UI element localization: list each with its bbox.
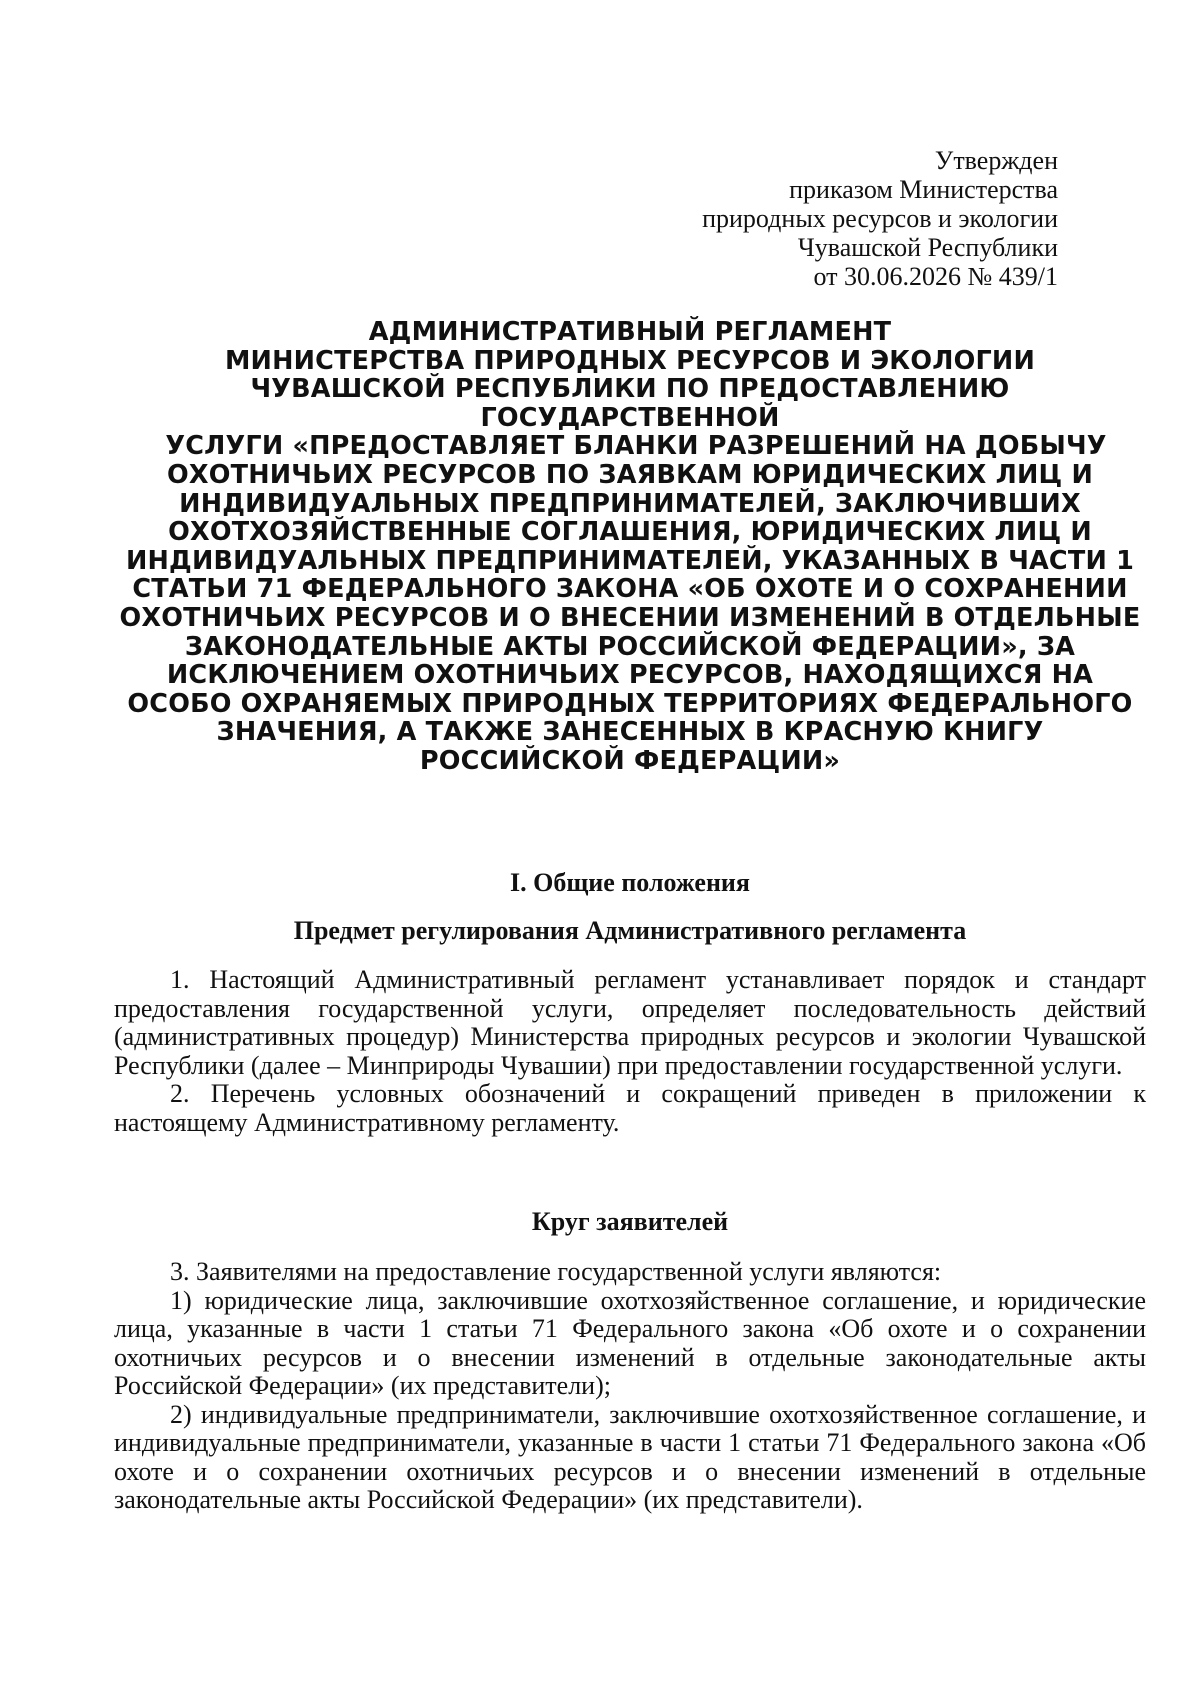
title-line: РОССИЙСКОЙ ФЕДЕРАЦИИ» [419, 745, 841, 776]
approval-line: природных ресурсов и экологии [702, 204, 1058, 233]
paragraph: 2) индивидуальные предприниматели, заключившие охотхозяйственное соглашение, и индивидуальные предприниматели, указанные в части 1 статьи 71 Федерального закона «Об охоте и о сохранении охотничьих ресурсов и о внесении изменений в отдельные законодательные акты Российской Федерации» (их представители). [114, 1399, 1146, 1514]
document-title [112, 318, 1148, 776]
title-line: ОХОТХОЗЯЙСТВЕННЫЕ СОГЛАШЕНИЯ, ЮРИДИЧЕСКИХ ЛИЦ И [168, 517, 1092, 548]
paragraph: 1) юридические лица, заключившие охотхозяйственное соглашение, и юридические лица, указанные в части 1 статьи 71 Федерального закона «Об охоте и о сохранении охотничьих ресурсов и о внесении изменений в отдельные законодательные акты Российской Федерации» (их представители); [114, 1285, 1146, 1400]
title-line: ГОСУДАРСТВЕННОЙ [480, 402, 780, 433]
approval-line: Утвержден [934, 146, 1058, 175]
paragraph: 2. Перечень условных обозначений и сокращений приведен в приложении к настоящему Административному регламенту. [114, 1079, 1146, 1137]
title-line: ОХОТНИЧЬИХ РЕСУРСОВ ПО ЗАЯВКАМ ЮРИДИЧЕСКИХ ЛИЦ И [166, 459, 1094, 490]
title-line: ОСОБО ОХРАНЯЕМЫХ ПРИРОДНЫХ ТЕРРИТОРИЯХ ФЕДЕРАЛЬНОГО [127, 688, 1133, 719]
approval-line: приказом Министерства [789, 175, 1058, 204]
section-body [114, 1258, 1146, 1515]
title-line: ЗАКОНОДАТЕЛЬНЫЕ АКТЫ РОССИЙСКОЙ ФЕДЕРАЦИИ», ЗА [184, 631, 1076, 662]
title-line: ОХОТНИЧЬИХ РЕСУРСОВ И О ВНЕСЕНИИ ИЗМЕНЕНИЙ В ОТДЕЛЬНЫЕ [119, 602, 1141, 633]
title-line: СТАТЬИ 71 ФЕДЕРАЛЬНОГО ЗАКОНА «ОБ ОХОТЕ И О СОХРАНЕНИИ [132, 574, 1128, 605]
title-line: ЗНАЧЕНИЯ, А ТАКЖЕ ЗАНЕСЕННЫХ В КРАСНУЮ КНИГУ [216, 717, 1044, 748]
approval-date: от 30.06.2026 № 439/1 [813, 262, 1058, 291]
approval-line: Чувашской Республики [797, 233, 1058, 262]
section-subheading: Предмет регулирования Административного регламента [293, 916, 967, 945]
approval-stamp [702, 146, 1058, 291]
section-heading: I. Общие положения [510, 868, 750, 897]
title-line: ИСКЛЮЧЕНИЕМ ОХОТНИЧЬИХ РЕСУРСОВ, НАХОДЯЩИХСЯ НА [166, 660, 1094, 691]
section-heading: Круг заявителей [531, 1207, 729, 1236]
title-line: ИНДИВИДУАЛЬНЫХ ПРЕДПРИНИМАТЕЛЕЙ, УКАЗАННЫХ В ЧАСТИ 1 [125, 545, 1135, 576]
title-line: АДМИНИСТРАТИВНЫЙ РЕГЛАМЕНТ [368, 317, 892, 347]
title-line: УСЛУГИ «ПРЕДОСТАВЛЯЕТ БЛАНКИ РАЗРЕШЕНИЙ НА ДОБЫЧУ [165, 431, 1107, 462]
section-body [114, 966, 1146, 1137]
title-line: ИНДИВИДУАЛЬНЫХ ПРЕДПРИНИМАТЕЛЕЙ, ЗАКЛЮЧИВШИХ [179, 488, 1081, 519]
title-line: ЧУВАШСКОЙ РЕСПУБЛИКИ ПО ПРЕДОСТАВЛЕНИЮ [250, 374, 1010, 405]
paragraph: 3. Заявителями на предоставление государственной услуги являются: [170, 1257, 942, 1286]
paragraph: 1. Настоящий Административный регламент устанавливает порядок и стандарт предоставления государственной услуги, определяет последовательность действий (административных процедур) Министерства природных ресурсов и экологии Чувашской Республики (далее – Минприроды Чувашии) при предоставлении государственной услуги. [114, 965, 1146, 1080]
title-line: МИНИСТЕРСТВА ПРИРОДНЫХ РЕСУРСОВ И ЭКОЛОГИИ [224, 345, 1036, 376]
